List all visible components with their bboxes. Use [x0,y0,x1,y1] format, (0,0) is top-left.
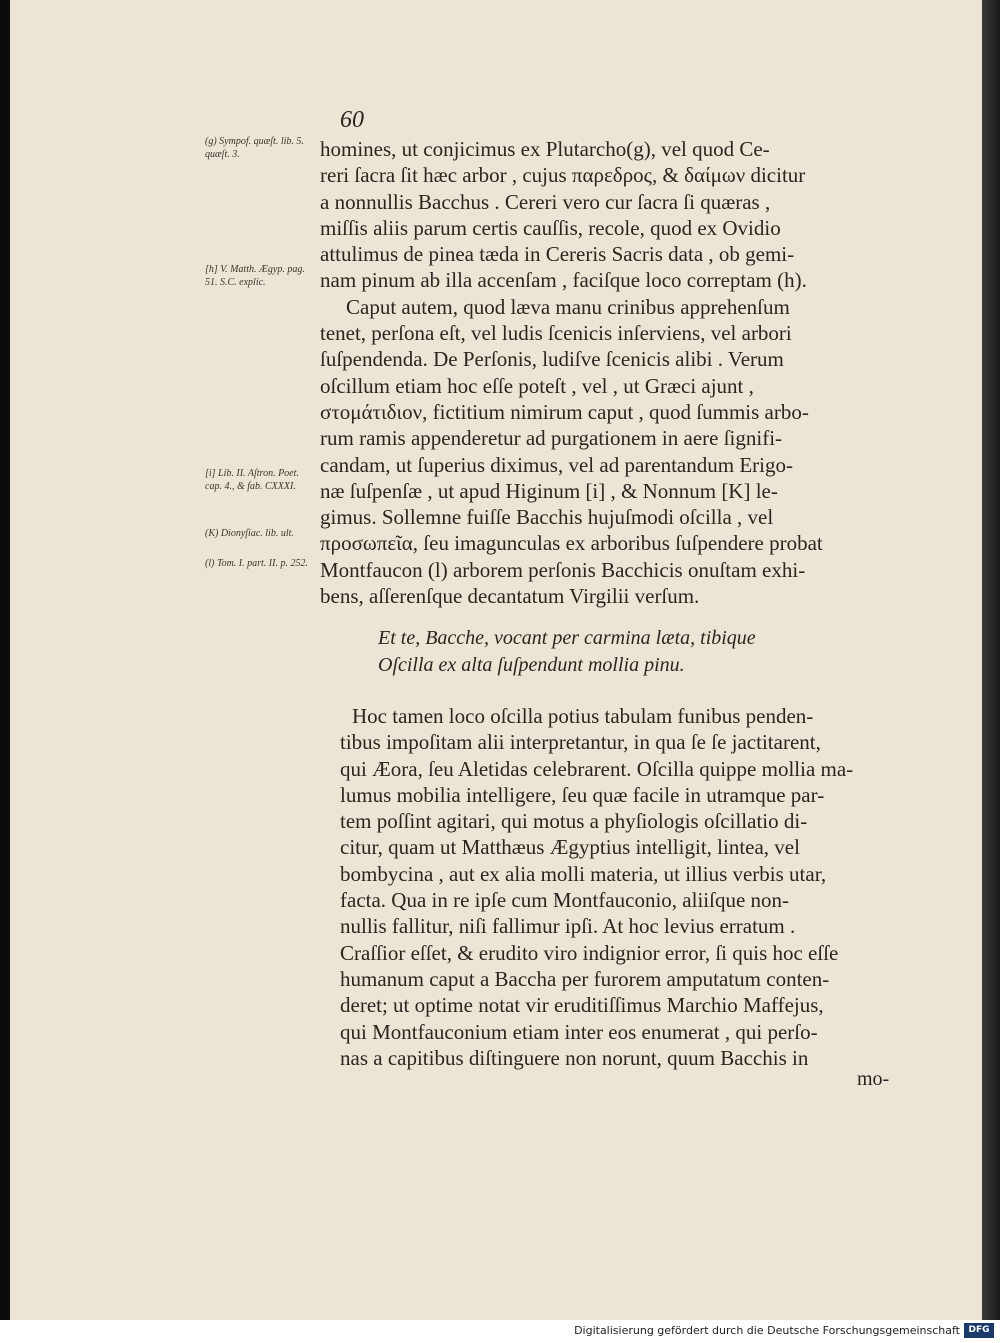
scan-edge [982,0,1000,1320]
text-line: rum ramis appenderetur ad purgationem in aere ſignifi- [320,426,783,451]
text-line: στομάτιδιον, fictitium nimirum caput , quod ſummis arbo- [320,399,809,424]
text-line: bombycina , aut ex alia molli materia, ut illius verbis utar, [340,861,827,886]
text-line: Caput autem, quod læva manu crinibus apprehenſum [346,294,790,319]
text-line: ſuſpendenda. De Perſonis, ludiſve ſcenicis alibi . Verum [320,347,784,372]
verse-line: Et te, Bacche, vocant per carmina læta, tibique [378,627,756,649]
text-line: humanum caput a Baccha per furorem amputatum conten- [340,966,830,991]
text-line: deret; ut optime notat vir eruditiſſimus Marchio Maffejus, [340,993,824,1018]
text-line: a nonnullis Bacchus . Cereri vero cur ſacra ſi quæras , [320,189,771,214]
text-line: reri ſacra ſit hæc arbor , cujus παρεδρος, & δαίμων dicitur [320,163,806,188]
verse-quotation [378,625,898,679]
margin-note-i: [i] Lib. II. Aſtron. Poet. cap. 4., & fab. CXXXI. [205,468,299,492]
text-line: oſcillum etiam hoc eſſe poteſt , vel , ut Græci ajunt , [320,373,754,398]
text-line: næ ſuſpenſæ , ut apud Higinum [i] , & Nonnum [K] le- [320,478,778,503]
text-line: qui Æora, ſeu Aletidas celebrarent. Oſcilla quippe mollia ma- [340,756,854,781]
margin-note-l: (l) Tom. I. part. II. p. 252. [205,558,308,569]
text-line: nam pinum ab illa accenſam , faciſque loco correptam (h). [320,268,807,293]
text-line: nas a capitibus diſtinguere non norunt, quum Bacchis in [340,1045,809,1070]
text-line: Craſſior eſſet, & erudito viro indignior error, ſi quis hoc eſſe [340,940,839,965]
text-line: citur, quam ut Matthæus Ægyptius intelligit, lintea, vel [340,835,800,860]
text-line: Hoc tamen loco oſcilla potius tabulam funibus penden- [352,704,814,728]
text-line: qui Montfauconium etiam inter eos enumerat , qui perſo- [340,1019,818,1044]
main-text-block-1 [320,136,910,609]
margin-note-h: [h] V. Matth. Ægyp. pag. 51. S.C. explic. [205,264,305,288]
text-line: candam, ut ſuperius diximus, vel ad parentandum Erigo- [320,452,793,477]
text-line: facta. Qua in re ipſe cum Montfauconio, aliiſque non- [340,888,790,913]
text-line: homines, ut conjicimus ex Plutarcho(g), vel quod Ce- [320,137,770,161]
text-line: tenet, perſona eſt, vel ludis ſcenicis inſerviens, vel arbori [320,321,792,346]
text-line: Montfaucon (l) arborem perſonis Bacchicis onuſtam exhi- [320,557,806,582]
margin-note-k: (K) Dionyſiac. lib. ult. [205,528,294,539]
funding-credit: Digitalisierung gefördert durch die Deutsche Forschungsgemeinschaft [574,1324,960,1337]
text-line: tem poſſint agitari, qui motus a phyſiologis oſcillatio di- [340,809,808,834]
dfg-logo: DFG [964,1323,994,1338]
text-line: nullis fallitur, niſi fallimur ipſi. At hoc levius erratum . [340,914,796,939]
text-line: tibus impoſitam alii interpretantur, in qua ſe ſe jactitarent, [340,730,821,755]
page-number: 60 [340,107,364,133]
text-line: προσωπεῖα, ſeu imagunculas ex arboribus ſuſpendere probat [320,531,823,556]
catchword: mo- [857,1068,890,1090]
footer-bar [0,1320,1000,1343]
text-line: bens, aſſerenſque decantatum Virgilii verſum. [320,584,700,609]
main-text-block-2 [340,703,920,1071]
margin-note-g: (g) Sympof. quæſt. lib. 5. quæſt. 3. [205,136,304,160]
text-line: gimus. Sollemne fuiſſe Bacchis hujuſmodi oſcilla , vel [320,505,774,530]
verse-line: Oſcilla ex alta ſuſpendunt mollia pinu. [378,654,685,676]
text-line: miſſis aliis parum certis cauſſis, recole, quod ex Ovidio [320,215,781,240]
text-line: lumus mobilia intelligere, ſeu quæ facile in utramque par- [340,782,825,807]
text-line: attulimus de pinea tæda in Cereris Sacris data , ob gemi- [320,242,795,267]
